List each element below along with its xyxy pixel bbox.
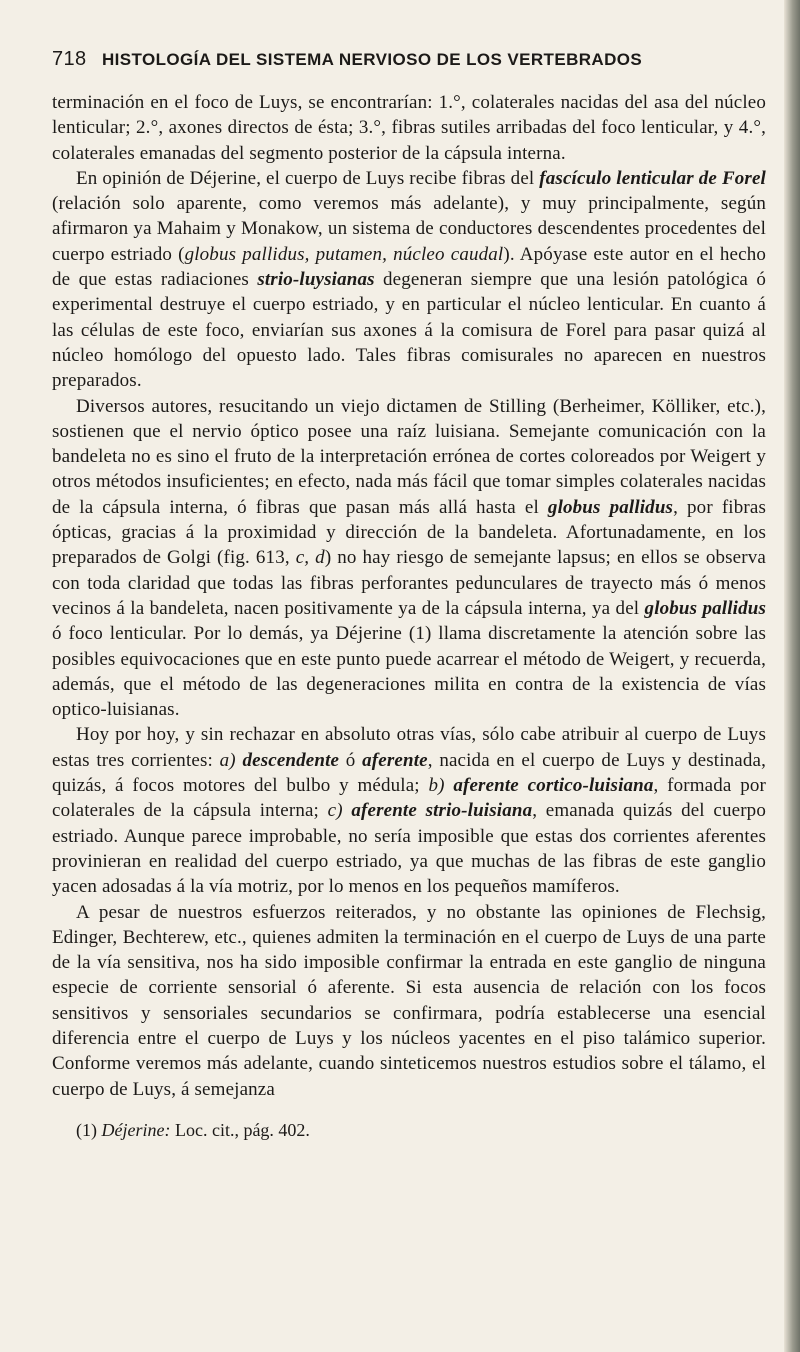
emphasized-term: aferente cortico-luisiana — [453, 775, 654, 797]
emphasized-term: strio-luysianas — [257, 269, 375, 291]
emphasized-term: c, d — [295, 547, 325, 569]
emphasized-term: fascículo lenticular de Forel — [539, 167, 766, 189]
text-run: A pesar de nuestros esfuerzos reiterados, y no obstante las opiniones de Flechsig, Edinger, Bechterew, etc., quienes admiten la terminación en el cuerpo de Luys de una parte de la vía sensitiva, nos ha sido imposible confirmar la entrada en este ganglio de ninguna especie de corriente sensorial ó aferente. Si esta ausencia de relación con los focos sensitivos y sensoriales secundarios se confirmara, podría establecerse una esencial diferencia entre el cuerpo de Luys y los núcleos yacentes en el piso talámico superior. Conforme veremos más adelante, cuando sinteticemos nuestros estudios sobre el tálamo, el cuerpo de Luys, á semejanza — [52, 901, 766, 1100]
book-page — [52, 48, 766, 1141]
paragraph — [52, 722, 766, 899]
text-run: ) no hay riesgo de semejante lapsus; en ellos se observa con toda claridad que todas las fibras perforantes pedunculares de trayecto más ó menos vecinos á la bandeleta, nacen positivamente ya de la cápsula interna, ya del — [52, 547, 766, 619]
text-run: En opinión de Déjerine, el cuerpo de Luys recibe fibras del — [76, 167, 540, 189]
footnote — [52, 1120, 766, 1141]
body-text — [52, 90, 766, 1102]
paragraph — [52, 394, 766, 723]
text-run: degeneran siempre que una lesión patológica ó experimental destruye el cuerpo estriado, y en particular el núcleo lenticular. En cuanto á las células de este foco, enviarían sus axones á la comisura de Forel para pasar quizá al núcleo homólogo del opuesto lado. Tales fibras comisurales no aparecen en nuestros preparados. — [52, 269, 766, 392]
text-run: (relación solo aparente, como veremos más adelante), y muy principalmente, según afirmaron ya Mahaim y Monakow, un sistema de conductores descendentes procedentes del cuerpo estriado ( — [52, 193, 766, 265]
text-run: ó — [339, 749, 363, 771]
emphasized-term: c) — [327, 800, 352, 822]
emphasized-term: aferente strio-luisiana — [351, 800, 533, 822]
text-run: , nacida en el cuerpo de Luys y destinada, quizás, á focos motores del bulbo y médula; — [52, 749, 766, 797]
footnote-text: Loc. cit., pág. 402. — [170, 1119, 310, 1140]
text-run: , por fibras ópticas, gracias á la proximidad y dirección de la bandeleta. Afortunadamente, en los preparados de Golgi (fig. 613, — [52, 496, 766, 569]
book-spine-shadow — [784, 0, 800, 1352]
paragraph — [52, 166, 766, 394]
footnote-author: Déjerine: — [101, 1119, 171, 1140]
footnote-marker: (1) — [76, 1119, 102, 1140]
emphasized-term: a) — [219, 749, 243, 771]
text-run: Diversos autores, resucitando un viejo dictamen de Stilling (Berheimer, Kölliker, etc.), sostienen que el nervio óptico posee una raíz luisiana. Semejante comunicación con la bandeleta no es sino el fruto de la interpretación errónea de cortes coloreados por Weigert y otros métodos insuficientes; en efecto, nada más fácil que tomar simples colaterales nacidas de la cápsula interna, ó fibras que pasan más allá hasta el — [52, 395, 766, 518]
emphasized-term: globus pallidus — [644, 597, 767, 619]
running-title: HISTOLOGÍA DEL SISTEMA NERVIOSO DE LOS VERTEBRADOS — [102, 50, 643, 69]
text-run: , formada por colaterales de la cápsula interna; — [52, 775, 767, 822]
text-run: ). Apóyase este autor en el hecho de que estas radiaciones — [52, 243, 766, 291]
running-header — [52, 48, 766, 74]
emphasized-term: descendente — [242, 749, 340, 771]
emphasized-term: aferente — [362, 749, 428, 771]
text-run: Hoy por hoy, y sin rechazar en absoluto otras vías, sólo cabe atribuir al cuerpo de Luys estas tres corrientes: — [52, 724, 766, 771]
paragraph — [52, 900, 766, 1102]
text-run: ó foco lenticular. Por lo demás, ya Déjerine (1) llama discretamente la atención sobre las posibles equivocaciones que en este punto puede acarrear el método de Weigert, y recuerda, además, que el método de las degeneraciones milita en contra de la existencia de vías optico-luisianas. — [52, 623, 766, 721]
text-run: terminación en el foco de Luys, se encontrarían: 1.°, colaterales nacidas del asa del núcleo lenticular; 2.°, axones directos de ésta; 3.°, fibras sutiles arribadas del foco lenticular, y 4.°, colaterales emanadas del segmento posterior de la cápsula interna. — [52, 92, 766, 164]
paragraph — [52, 90, 766, 166]
page-number: 718 — [52, 48, 87, 70]
emphasized-term: globus pallidus — [547, 496, 674, 518]
emphasized-term: b) — [428, 775, 454, 797]
text-run: , emanada quizás del cuerpo estriado. Aunque parece improbable, no sería imposible que estas dos corrientes aferentes provinieran en realidad del cuerpo estriado, ya que muchas de las fibras de este ganglio yacen adosadas á la vía motriz, por lo menos en los pequeños mamíferos. — [52, 800, 766, 898]
emphasized-term: globus pallidus, putamen, núcleo caudal — [184, 243, 504, 265]
